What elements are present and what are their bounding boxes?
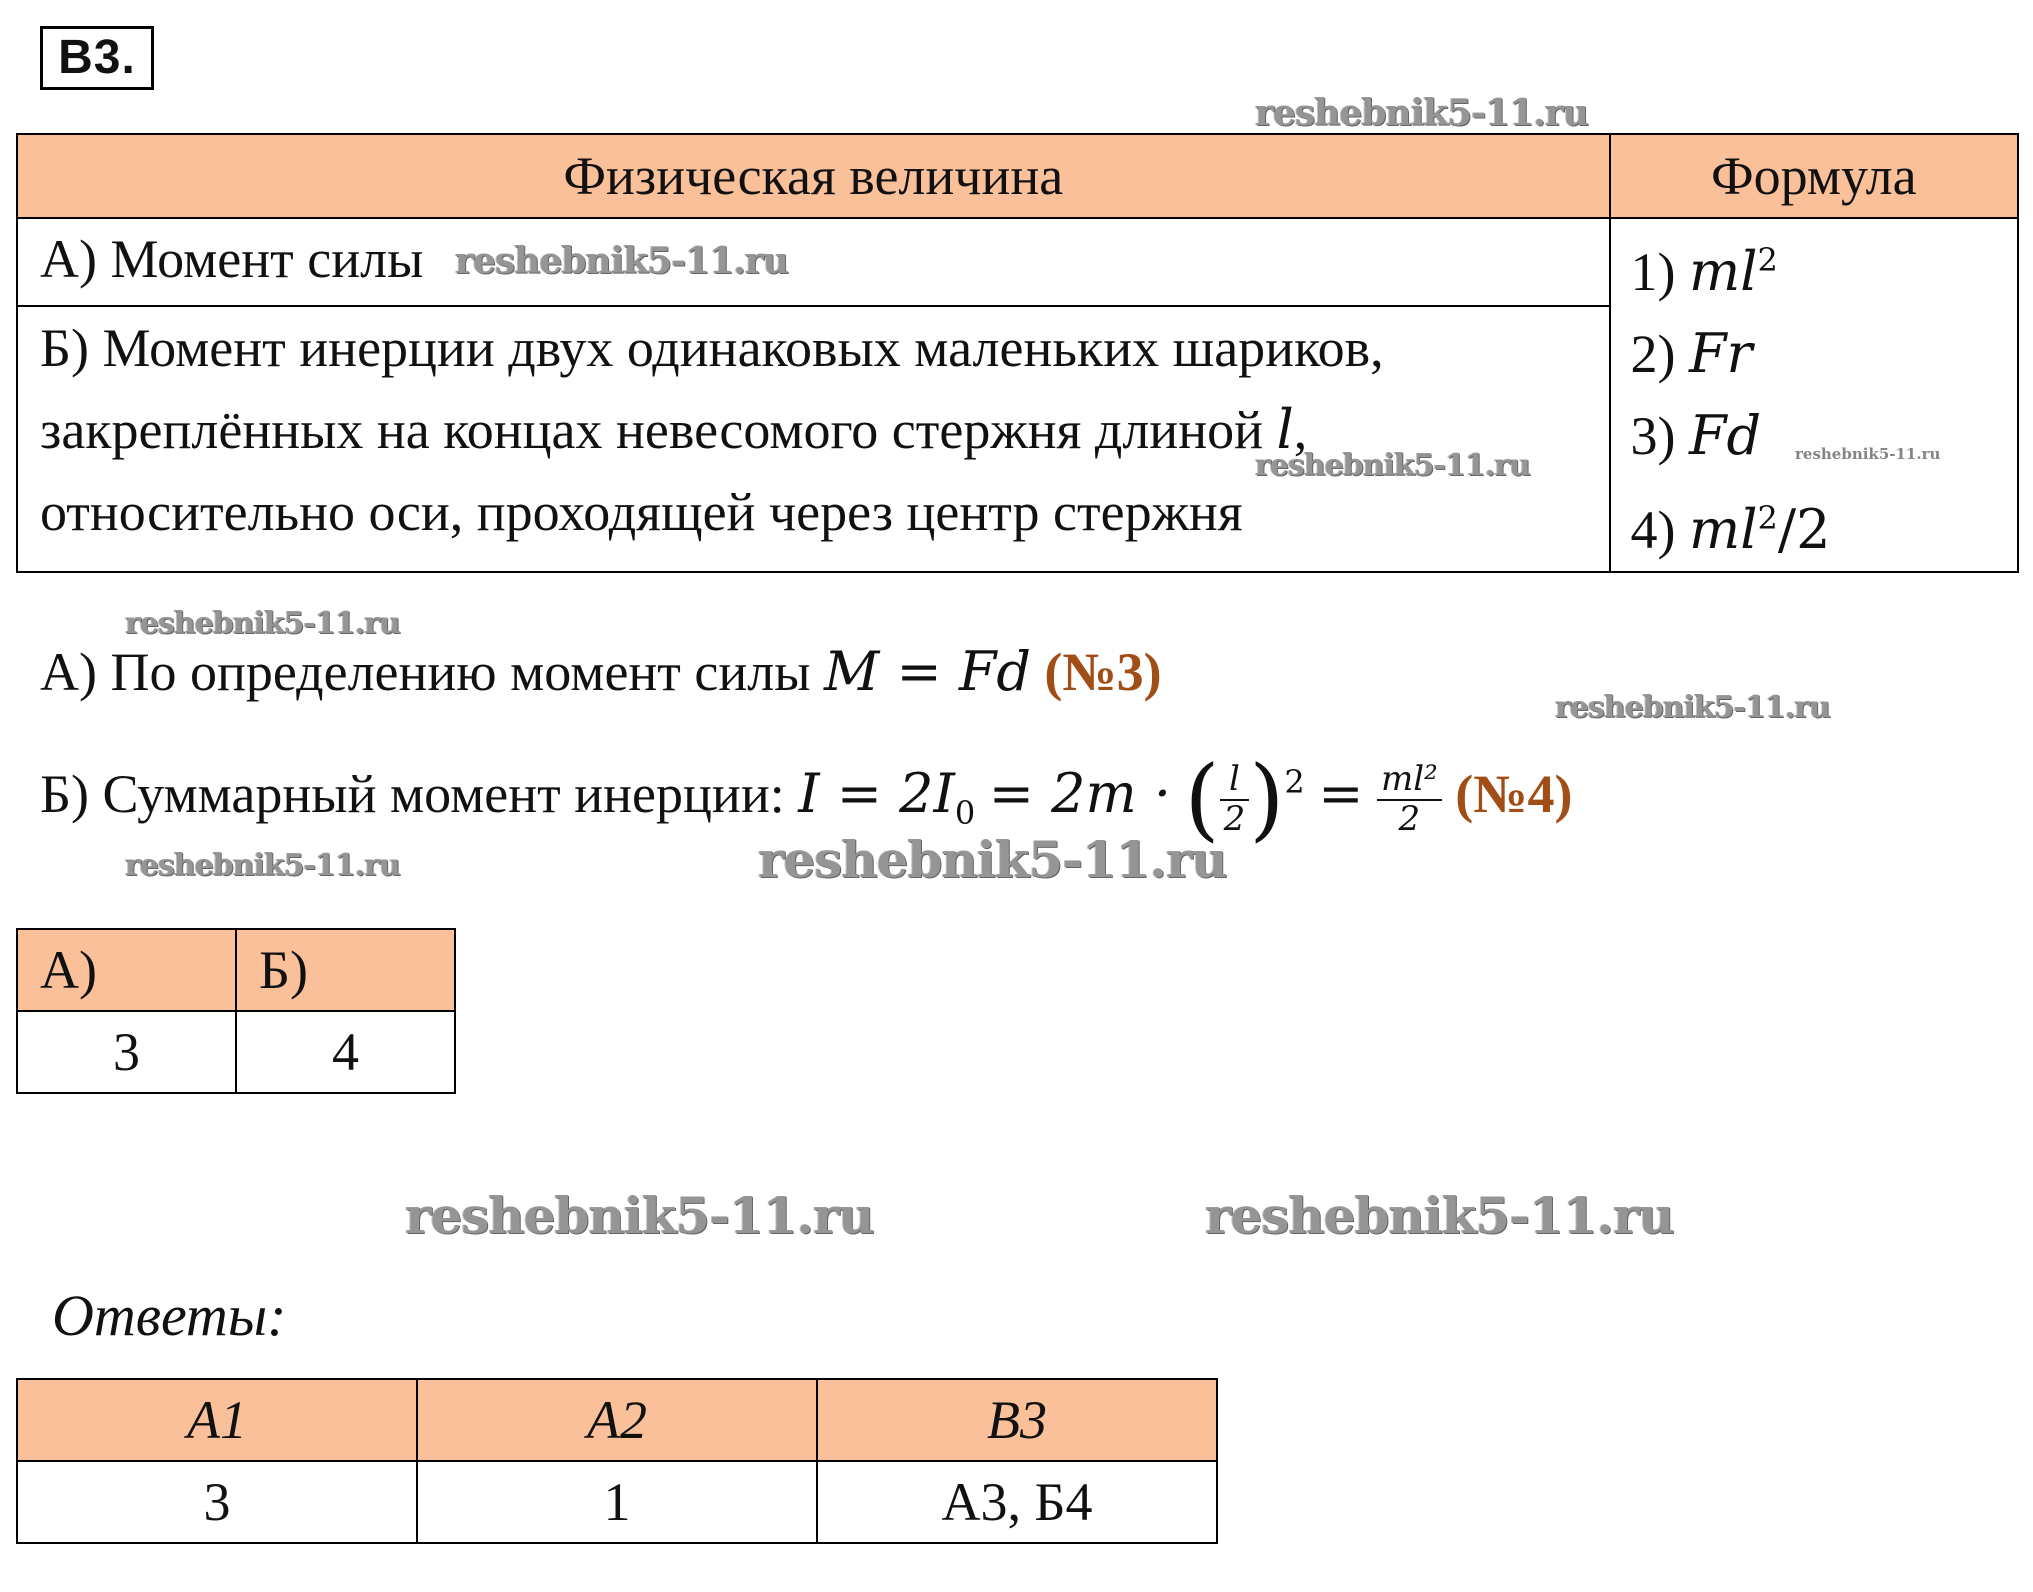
quantity-b: Б) Момент инерции двух одинаковых маленьких шариков, закреплённых на концах невесомого стержня длиной l, относительно оси, проходящей через центр стержня bbox=[17, 306, 1610, 572]
answer-value-a: 3 bbox=[17, 1011, 236, 1093]
watermark: reshebnik5-11.ru bbox=[1255, 448, 1530, 483]
answer-header-a2: А2 bbox=[417, 1379, 817, 1461]
watermark: reshebnik5-11.ru bbox=[125, 848, 400, 883]
watermark: reshebnik5-11.ru bbox=[125, 606, 400, 641]
watermark: reshebnik5-11.ru bbox=[1555, 690, 1830, 725]
watermark: reshebnik5-11.ru bbox=[455, 240, 788, 282]
answer-table-summary bbox=[16, 1378, 1218, 1544]
answer-header-a1: А1 bbox=[17, 1379, 417, 1461]
table-row bbox=[17, 1011, 455, 1093]
task-label: В3. bbox=[40, 26, 154, 90]
header-quantity: Физическая величина bbox=[17, 134, 1610, 218]
answer-value-b: 4 bbox=[236, 1011, 455, 1093]
answer-value-b3: А3, Б4 bbox=[817, 1461, 1217, 1543]
solution-b: Б) Суммарный момент инерции: $I = 2I_0 = 2m$ · ( $\frac{l}{2}$ )$^2$ = $\frac{\text{ml²}}{2}$ (№4) bbox=[40, 746, 1573, 852]
header-formula: Формула bbox=[1610, 134, 2018, 218]
answer-header-b: Б) bbox=[236, 929, 455, 1011]
answer-header-a: А) bbox=[17, 929, 236, 1011]
watermark: reshebnik5-11.ru bbox=[1795, 445, 1941, 463]
table-row bbox=[17, 1461, 1217, 1543]
watermark: reshebnik5-11.ru bbox=[1255, 92, 1588, 134]
table-row bbox=[17, 218, 2018, 306]
watermark: reshebnik5-11.ru bbox=[758, 830, 1227, 889]
formula-option-4: 4) $ml^2/2$ bbox=[1630, 498, 1831, 561]
answers-label: Ответы: bbox=[52, 1283, 287, 1348]
answer-table-small bbox=[16, 928, 456, 1094]
formula-option-3: 3) Fd bbox=[1630, 404, 1762, 467]
matching-table bbox=[16, 133, 2019, 573]
answer-value-a2: 1 bbox=[417, 1461, 817, 1543]
quantity-a: А) Момент силы bbox=[17, 218, 1610, 306]
answer-header-b3: В3 bbox=[817, 1379, 1217, 1461]
formula-option-1: 1) $ml^2$ bbox=[1630, 240, 1778, 303]
watermark: reshebnik5-11.ru bbox=[1205, 1186, 1674, 1245]
formula-option-2: 2) Fr bbox=[1630, 322, 1753, 385]
answer-value-a1: 3 bbox=[17, 1461, 417, 1543]
formula-list bbox=[1610, 218, 2018, 572]
matching-table-header bbox=[17, 134, 2018, 218]
solution-a: А) По определению момент силы M = Fd (№3) bbox=[40, 640, 1162, 703]
watermark: reshebnik5-11.ru bbox=[405, 1186, 874, 1245]
fraction-result: $\frac{\text{ml²}}{2}$ bbox=[1377, 761, 1442, 838]
fraction-l-over-2: $\frac{l}{2}$ bbox=[1220, 761, 1250, 838]
